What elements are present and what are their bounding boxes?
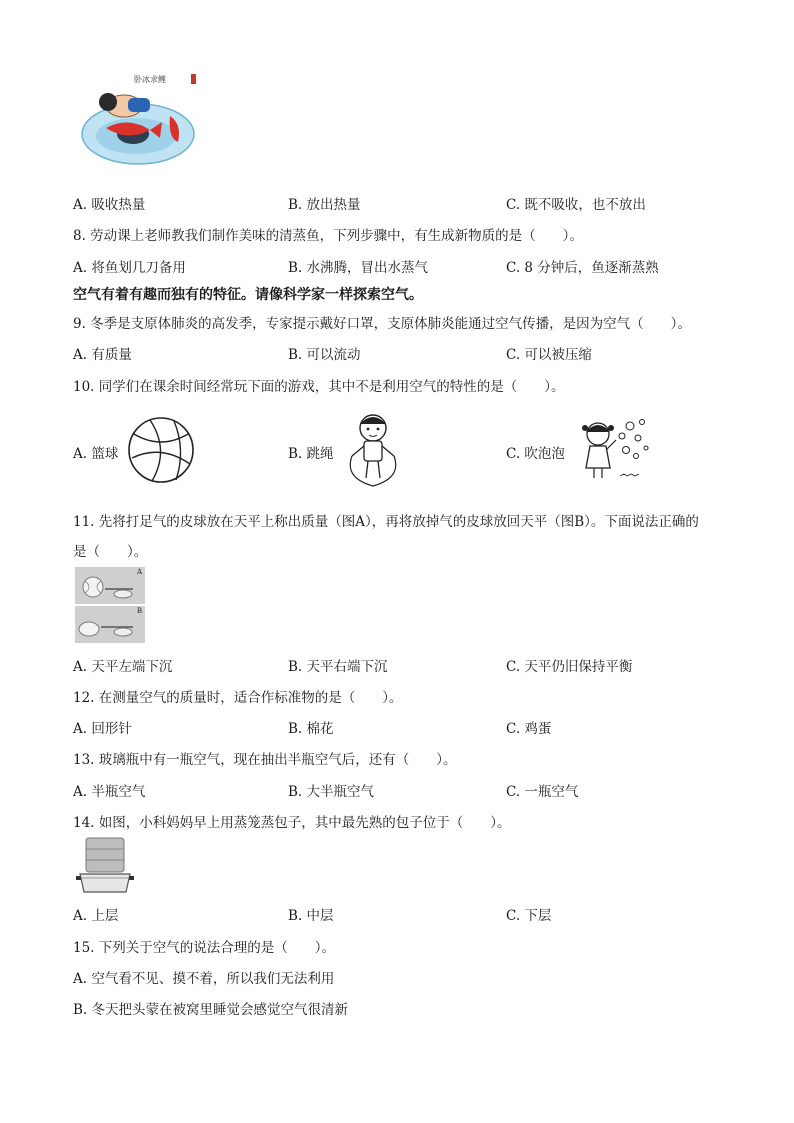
q7-option-a[interactable]: A. 吸收热量 (73, 197, 146, 213)
q8-option-c[interactable]: C. 8 分钟后，鱼逐渐蒸熟 (506, 260, 659, 276)
q12-option-c[interactable]: C. 鸡蛋 (506, 721, 552, 737)
q12-option-b[interactable]: B. 棉花 (288, 721, 334, 737)
steamer-image (76, 834, 134, 896)
q9-text: 9. 冬季是支原体肺炎的高发季，专家提示戴好口罩，支原体肺炎能通过空气传播，是因为空气（ ）。 (73, 316, 691, 332)
q15-option-b[interactable]: B. 冬天把头蒙在被窝里睡觉会感觉空气很清新 (73, 1002, 349, 1018)
q11-text-line1: 11. 先将打足气的皮球放在天平上称出质量（图A），再将放掉气的皮球放回天平（图B）。下面说法正确的 (73, 514, 699, 530)
q11-option-b[interactable]: B. 天平右端下沉 (288, 659, 388, 675)
figure-a-label: A (136, 568, 142, 576)
q15-text: 15. 下列关于空气的说法合理的是（ ）。 (73, 940, 336, 956)
q8-option-b[interactable]: B. 水沸腾，冒出水蒸气 (288, 260, 429, 276)
q10-option-a[interactable]: A. 篮球 (73, 446, 119, 462)
q8-option-a[interactable]: A. 将鱼划几刀备用 (73, 260, 186, 276)
q13-text: 13. 玻璃瓶中有一瓶空气，现在抽出半瓶空气后，还有（ ）。 (73, 752, 457, 768)
jump-rope-image (340, 408, 406, 490)
red-seal-stamp (191, 74, 196, 84)
q10-option-b[interactable]: B. 跳绳 (288, 446, 334, 462)
q13-option-b[interactable]: B. 大半瓶空气 (288, 784, 375, 800)
q9-option-b[interactable]: B. 可以流动 (288, 347, 361, 363)
q14-text: 14. 如图，小科妈妈早上用蒸笼蒸包子，其中最先熟的包子位于（ ）。 (73, 815, 511, 831)
q13-option-a[interactable]: A. 半瓶空气 (73, 784, 146, 800)
q15-option-a[interactable]: A. 空气看不见、摸不着，所以我们无法利用 (73, 971, 335, 987)
q12-text: 12. 在测量空气的质量时，适合作标准物的是（ ）。 (73, 690, 403, 706)
q14-option-a[interactable]: A. 上层 (73, 908, 119, 924)
q10-text: 10. 同学们在课余时间经常玩下面的游戏，其中不是利用空气的特性的是（ ）。 (73, 379, 565, 395)
q9-option-c[interactable]: C. 可以被压缩 (506, 347, 592, 363)
q7-option-b[interactable]: B. 放出热量 (288, 197, 361, 213)
ice-illustration-caption: 卧冰求鲤 (134, 75, 166, 84)
q11-text-line2: 是（ ）。 (73, 544, 148, 560)
q10-option-c[interactable]: C. 吹泡泡 (506, 446, 565, 462)
q8-text: 8. 劳动课上老师教我们制作美味的清蒸鱼，下列步骤中，有生成新物质的是（ ）。 (73, 228, 583, 244)
q13-option-c[interactable]: C. 一瓶空气 (506, 784, 579, 800)
ice-fish-illustration (78, 72, 200, 172)
q12-option-a[interactable]: A. 回形针 (73, 721, 132, 737)
q11-option-a[interactable]: A. 天平左端下沉 (73, 659, 173, 675)
q14-option-c[interactable]: C. 下层 (506, 908, 552, 924)
q11-option-c[interactable]: C. 天平仍旧保持平衡 (506, 659, 633, 675)
q9-option-a[interactable]: A. 有质量 (73, 347, 132, 363)
q14-option-b[interactable]: B. 中层 (288, 908, 334, 924)
balance-scale-images (75, 567, 145, 643)
q7-option-c[interactable]: C. 既不吸收，也不放出 (506, 197, 646, 213)
section-title: 空气有着有趣而独有的特征。请像科学家一样探索空气。 (73, 287, 423, 303)
basketball-image (126, 414, 196, 486)
blowing-bubbles-image (576, 414, 652, 482)
figure-b-label: B (136, 607, 142, 615)
